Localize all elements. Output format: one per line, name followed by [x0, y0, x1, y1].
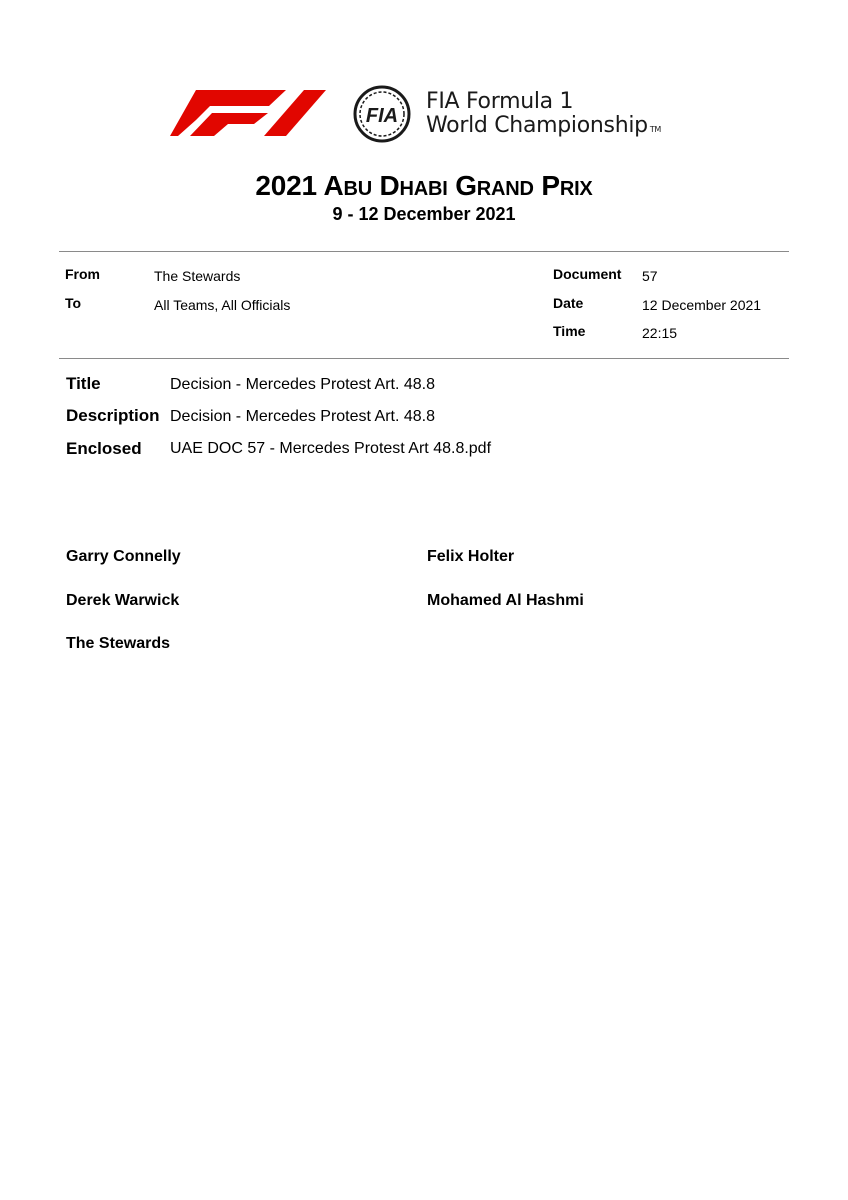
f1-fia-logo [176, 84, 696, 144]
time-label: Time [553, 323, 586, 339]
event-dates: 9 - 12 December 2021 [332, 204, 516, 224]
trademark-mark: TM [649, 125, 662, 134]
enclosed-label: Enclosed [66, 439, 142, 458]
date-value: 12 December 2021 [642, 297, 762, 313]
f1-logo-icon [176, 84, 356, 144]
from-label: From [65, 266, 100, 282]
document-label: Document [553, 266, 622, 282]
steward-name: Garry Connelly [66, 548, 181, 565]
fia-emblem-text: FIA [365, 105, 399, 127]
logo-line-2 [426, 114, 661, 142]
description-value: Decision - Mercedes Protest Art. 48.8 [170, 408, 435, 425]
title-value: Decision - Mercedes Protest Art. 48.8 [170, 376, 435, 393]
steward-name: Mohamed Al Hashmi [427, 592, 584, 609]
logo-line-1: FIA Formula 1 [426, 89, 574, 114]
to-label: To [65, 295, 82, 311]
title-label: Title [66, 374, 101, 393]
logo-wordmark [426, 90, 661, 142]
to-value: All Teams, All Officials [154, 297, 291, 313]
steward-name: Derek Warwick [66, 592, 180, 609]
date-label: Date [553, 295, 584, 311]
description-label: Description [66, 406, 160, 425]
header-top-divider [59, 251, 789, 252]
logo-line-2-text: World Championship [426, 113, 648, 138]
fia-emblem-icon [348, 84, 418, 144]
header-bottom-divider [59, 358, 789, 359]
event-title: 2021 Abu Dhabi Grand Prix [255, 170, 593, 201]
time-value: 22:15 [642, 325, 678, 341]
steward-name: Felix Holter [427, 548, 515, 565]
document-number: 57 [642, 268, 658, 284]
enclosed-attachment-link[interactable]: UAE DOC 57 - Mercedes Protest Art 48.8.pdf [170, 440, 492, 457]
signatory-label: The Stewards [66, 635, 171, 652]
from-value: The Stewards [154, 268, 241, 284]
